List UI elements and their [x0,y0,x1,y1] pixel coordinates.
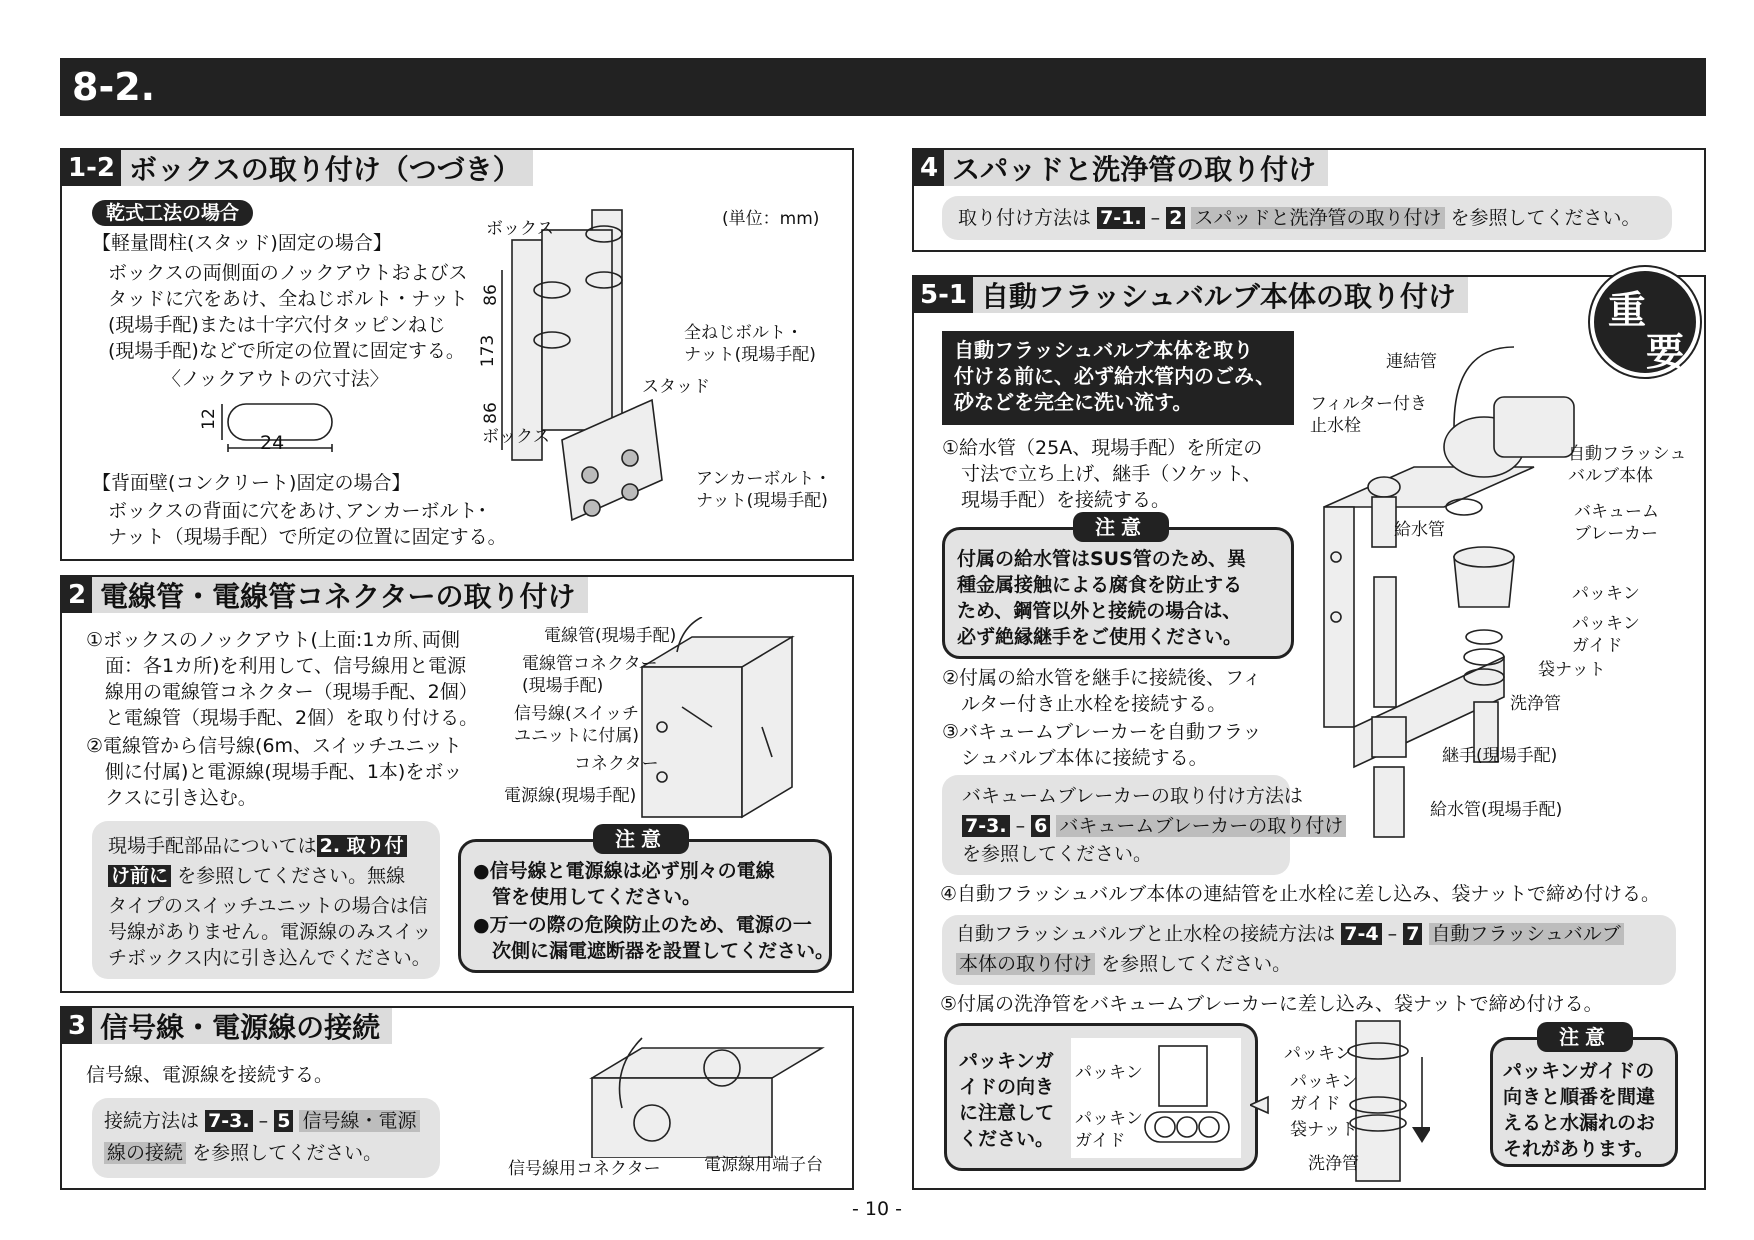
label-signal-wire: 信号線(スイッチ ユニットに付属) [514,704,639,746]
caution-tag: 注意 [593,824,689,854]
packing-guide-box [944,1023,1258,1171]
section-title: ボックスの取り付け（つづき） [128,153,521,186]
step1-text: ①給水管（25A、現場手配）を所定の 寸法で立ち上げ、継手（ソケット、 現場手配）を接続する。 [942,437,1263,511]
label-power-wire: 電源線(現場手配) [504,786,637,806]
step1-text: ①ボックスのノックアウト(上面:1カ所､両側 面：各1カ所)を利用して、信号線用と電源 線用の電線管コネクター（現場手配、2個） と電線管（現場手配、2個）を取り付ける。 [86,629,479,729]
label-packing-guide: パッキン ガイド [1572,614,1640,656]
caution-tag: 注意 [1073,512,1169,542]
unit-label: (単位：mm) [722,209,820,229]
label-box-1: ボックス [486,219,554,239]
caution-box-wiring: 注意 ●信号線と電源線は必ず別々の電線 管を使用してください。 ●万一の際の危険防止のため、電源の一 次側に漏電遮断器を設置してください。 [458,839,832,973]
label-filter-valve: フィルター付き 止水栓 [1310,394,1427,436]
wall-text: ボックスの背面に穴をあけ､アンカーボルト･ ナット（現場手配）で所定の位置に固定する。 [108,500,507,548]
section-title: 信号線・電源線の接続 [100,1011,381,1044]
label-guide-b: パッキン ガイド [1290,1072,1358,1114]
step4-text: ④自動フラッシュバルブ本体の連結管を止水栓に差し込み、袋ナットで締め付ける。 [940,883,1661,905]
caution-tag: 注意 [1537,1022,1633,1052]
dim-12: 12 [198,408,219,430]
header-bar [60,58,1706,116]
step3-text: ③バキュームブレーカーを自動フラッ シュバルブ本体に接続する。 [942,721,1262,769]
conduit-diagram [622,617,822,827]
section-number: 1-2 [62,150,121,186]
label-conduit-connector: 電線管コネクター (現場手配) [522,654,658,696]
section-title: 自動フラッシュバルブ本体の取り付け [980,280,1456,313]
dry-method-pill: 乾式工法の場合 [92,200,253,226]
stud-heading: 【軽量間柱(スタッド)固定の場合】 [92,232,392,254]
wire-connection-diagram [582,1028,832,1158]
label-signal-connector: 信号線用コネクター [508,1159,661,1179]
step2-text: ②電線管から信号線(6m、スイッチユニット 側に付属)と電源線(現場手配、1本)をボッ クスに引き込む。 [86,735,463,809]
dim-24: 24 [260,432,285,454]
label-box-2: ボックス [482,427,550,447]
label-connecting-pipe: 連結管 [1386,352,1437,372]
wall-heading: 【背面壁(コンクリート)固定の場合】 [92,472,411,494]
caution-box-packing: 注意 パッキンガイドの 向きと順番を間違 えると水漏れのお それがあります。 [1490,1037,1678,1167]
wire-connection-ref-box: 接続方法は 7-3. – 5 信号線・電源 線の接続 を参照してください。 [92,1098,440,1178]
label-connector: コネクター [574,754,659,774]
dim-86b: 86 [480,402,501,424]
warning-box: 自動フラッシュバルブ本体を取り 付ける前に、必ず給水管内のごみ、 砂などを完全に洗い流す。 [942,331,1294,425]
step5-text: ⑤付属の洗浄管をバキュームブレーカーに差し込み、袋ナットで締め付ける。 [940,993,1603,1015]
label-joint: 継手(現場手配) [1442,746,1558,766]
section-number: 3 [62,1008,92,1044]
fv-ref-box: 自動フラッシュバルブと止水栓の接続方法は 7-4 – 7 自動フラッシュバルブ 本体の取り付け を参照してください。 [942,915,1676,985]
label-terminal-block: 電源線用端子台 [704,1155,823,1175]
section-title: スパッドと洗浄管の取り付け [952,153,1317,186]
label-packing: パッキン [1572,584,1640,604]
section-conduit [60,575,854,993]
label-anchor: アンカーボルト・ ナット(現場手配) [696,469,832,511]
section-spud [912,148,1706,252]
stud-text: ボックスの両側面のノックアウトおよびス タッドに穴をあけ、全ねじボルト・ナット (現場手配)または十字穴付タッピンねじ (現場手配)などで所定の位置に固定する。 [108,262,468,362]
dim-173: 173 [478,334,499,368]
page-title: 8-2. [72,65,156,109]
label-bag-nut: 袋ナット [1538,660,1606,680]
spud-ref-box: 取り付け方法は 7-1. – 2 スパッドと洗浄管の取り付け を参照してください。 [942,196,1672,240]
section-header [62,577,588,613]
wire-connection-text: 信号線、電源線を接続する。 [86,1064,334,1086]
label-flush-valve-body: 自動フラッシュ バルブ本体 [1568,444,1687,486]
label-bolt: 全ねじボルト・ ナット(現場手配) [684,323,816,365]
vb-ref-box: バキュームブレーカーの取り付け方法は 7-3. – 6 バキュームブレーカーの取り付け を参照してください。 [942,775,1290,875]
section-number: 4 [914,150,944,186]
caution-box-supply-pipe: 注意 付属の給水管はSUS管のため、異 種金属接触による腐食を防止する ため、鋼管以外と接続の場合は、 必ず絶縁継手をご使用ください。 [942,527,1294,659]
parts-note-box: 現場手配部品については 2. 取り付 け前に を参照してください。無線 タイプのスイッチユニットの場合は信 号線がありません。電源線のみスイッ チボックス内に引き込んでください。 [92,821,440,979]
label-vacuum-breaker: バキューム ブレーカー [1574,502,1659,544]
label-supply-pipe-site: 給水管(現場手配) [1430,800,1563,820]
label-flush-b: 洗浄管 [1308,1154,1359,1174]
label-conduit: 電線管(現場手配) [544,626,677,646]
dim-86a: 86 [480,284,501,306]
knockout-heading: 〈ノックアウトの穴寸法〉 [162,368,389,390]
section-box-installation [60,148,854,561]
section-header [914,150,1328,186]
important-badge: 重 要 [1590,267,1700,377]
section-title: 電線管・電線管コネクターの取り付け [100,580,576,613]
label-supply-pipe: 給水管 [1394,520,1445,540]
label-nut-b: 袋ナット [1290,1120,1358,1140]
step2-text: ②付属の給水管を継手に接続後、フィ ルター付き止水栓を接続する。 [942,667,1262,715]
section-header [914,277,1468,313]
section-flush-valve [912,275,1706,1190]
label-stud: スタッド [642,377,710,397]
section-wire-connection [60,1006,854,1190]
packing-guide-detail: パッキン パッキン ガイド [1071,1038,1241,1158]
label-flush-pipe: 洗浄管 [1510,694,1561,714]
section-header [62,1008,392,1044]
page-number: - 10 - [852,1198,902,1220]
packing-guide-note: パッキンガ イドの向き に注意して ください。 [959,1050,1055,1150]
label-packing-b: パッキン [1284,1044,1352,1064]
section-number: 2 [62,577,92,613]
section-number: 5-1 [914,277,973,313]
section-header [62,150,533,186]
